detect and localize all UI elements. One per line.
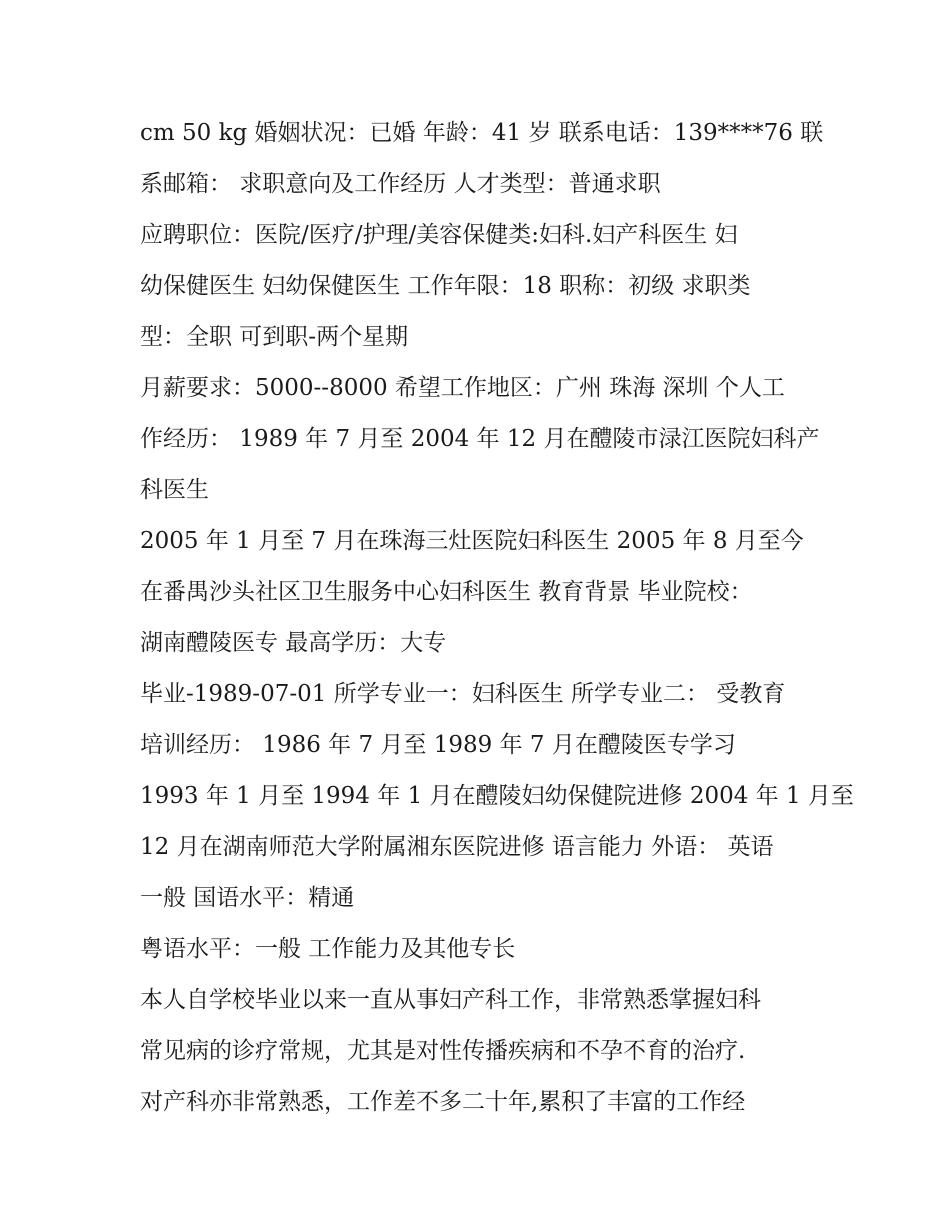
text-line-15: 12 月在湖南师范大学附属湘东医院进修 语言能力 外语： 英语 — [140, 834, 774, 860]
text-line-5: 型：全职 可到职-两个星期 — [140, 324, 409, 350]
text-line-17: 粤语水平：一般 工作能力及其他专长 — [140, 936, 516, 962]
text-line-18: 本人自学校毕业以来一直从事妇产科工作，非常熟悉掌握妇科 — [140, 987, 761, 1013]
text-line-4: 幼保健医生 妇幼保健医生 工作年限：18 职称：初级 求职类 — [140, 273, 751, 299]
text-line-12: 毕业-1989-07-01 所学专业一：妇科医生 所学专业二： 受教育 — [140, 681, 786, 707]
text-line-2: 系邮箱： 求职意向及工作经历 人才类型：普通求职 — [140, 171, 661, 197]
text-line-10: 在番禺沙头社区卫生服务中心妇科医生 教育背景 毕业院校： — [140, 579, 753, 605]
text-line-6: 月薪要求：5000--8000 希望工作地区：广州 珠海 深圳 个人工 — [140, 375, 785, 401]
text-line-14: 1993 年 1 月至 1994 年 1 月在醴陵妇幼保健院进修 2004 年 1 月至 — [140, 783, 854, 809]
text-line-1: cm 50 kg 婚姻状况：已婚 年龄：41 岁 联系电话：139****76 联 — [140, 120, 824, 146]
text-line-7: 作经历： 1989 年 7 月至 2004 年 12 月在醴陵市渌江医院妇科产 — [140, 426, 820, 452]
text-line-16: 一般 国语水平：精通 — [140, 885, 355, 911]
resume-text-block — [140, 108, 854, 1128]
text-line-8: 科医生 — [140, 477, 209, 503]
text-line-19: 常见病的诊疗常规，尤其是对性传播疾病和不孕不育的治疗. — [140, 1038, 746, 1064]
text-line-13: 培训经历： 1986 年 7 月至 1989 年 7 月在醴陵医专学习 — [140, 732, 736, 758]
text-line-3: 应聘职位：医院/医疗/护理/美容保健类:妇科.妇产科医生 妇 — [140, 222, 738, 248]
text-line-20: 对产科亦非常熟悉，工作差不多二十年,累积了丰富的工作经 — [140, 1089, 746, 1115]
text-line-11: 湖南醴陵医专 最高学历：大专 — [140, 630, 447, 656]
text-line-9: 2005 年 1 月至 7 月在珠海三灶医院妇科医生 2005 年 8 月至今 — [140, 528, 804, 554]
